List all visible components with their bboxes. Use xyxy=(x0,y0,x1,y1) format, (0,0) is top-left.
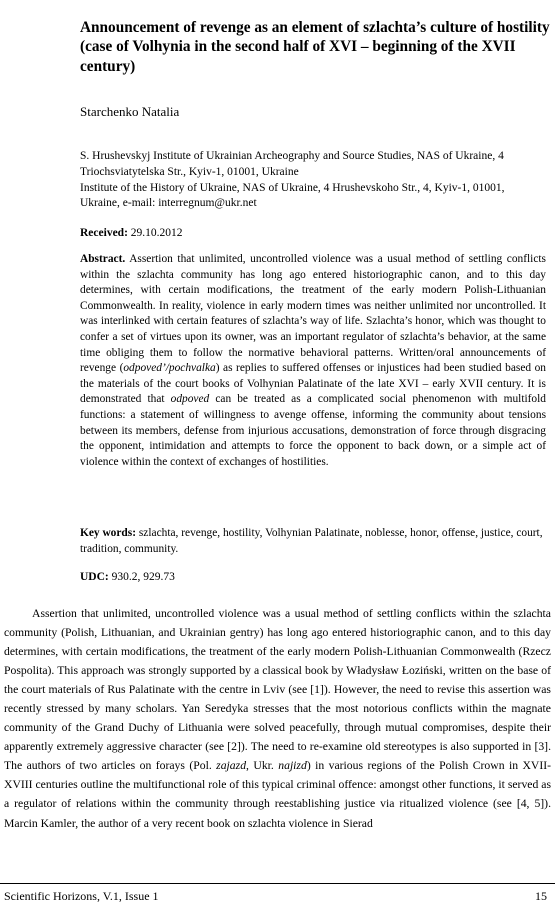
abstract-label: Abstract. xyxy=(80,253,126,265)
udc-label: UDC: xyxy=(80,571,109,583)
abstract-text-1: Assertion that unlimited, uncontrolled violence was a usual method of settling conflicts within the szlachta community has long ago entered historiographic canon, and to this day determines, with certain modifications, the treatment of the early modern Polish-Lithuanian Commonwealth. In reality, violence in early modern times was neither unlimited nor uncontrolled. It was interlinked with certain features of szlachta’s way of life. Szlachta’s honor, which was thought to confer a set of virtues upon its owner, was an important regulator of szlachta’s behavior, at the same time obliging them to follow the normative behavioral patterns. Written/oral announcements of revenge ( xyxy=(80,253,546,375)
affiliation-1: S. Hrushevskyj Institute of Ukrainian Archeography and Source Studies, NAS of Ukraine, 4 Triochsviatytelska Str., Kyiv-1, 01001, Ukraine xyxy=(80,150,504,178)
body-text-2: , Ukr. xyxy=(246,759,279,773)
udc-value: 930.2, 929.73 xyxy=(111,571,175,583)
keywords-label: Key words: xyxy=(80,527,136,539)
received-line xyxy=(80,226,183,241)
footer-journal: Scientific Horizons, V.1, Issue 1 xyxy=(4,889,159,903)
abstract-text-2: ) as replies to suffered offenses or injustices had been studied based on the materials of the court books of Volhynian Palatinate of the late XVI – early XVII century. It is demonstrated that xyxy=(80,362,546,406)
body-text-3: ) in various regions of the Polish Crown in XVII-XVIII centuries outline the multifunctional role of this typical criminal offence: amongst other functions, it served as a regulator of relations within the community through reestablishing justice via ritualized violence (see [4, 5]). Marcin Kamler, the author of a very recent book on szlachta violence in Sierad xyxy=(4,759,552,830)
body-paragraph xyxy=(4,604,551,833)
abstract xyxy=(80,252,546,470)
page-number: 15 xyxy=(535,889,547,903)
abstract-italic-term-1: odpoved’/pochvalka xyxy=(123,362,216,375)
body-italic-term-1: zajazd xyxy=(216,759,247,773)
keywords xyxy=(80,526,546,557)
abstract-italic-term-2: odpoved xyxy=(170,393,210,406)
affiliation-2: Institute of the History of Ukraine, NAS of Ukraine, 4 Hrushevskoho Str., 4, Kyiv-1, 01001, Ukraine, e-mail: interregnum@ukr.net xyxy=(80,181,505,210)
udc-line xyxy=(80,570,175,585)
affiliations xyxy=(80,149,546,212)
body-text-1: Assertion that unlimited, uncontrolled violence was a usual method of settling conflicts within the szlachta community (Polish, Lithuanian, and Ukrainian gentry) has long ago entered historiographic canon, and to this day determines, with certain modifications, the treatment of the early modern Polish-Lithuanian Commonwealth (Rzecz Pospolita). This approach was strongly supported by a classical book by Władysław Łoziński, written on the base of the court materials of Rus Palatinate with the centre in Lviv (see [1]). However, the need to revise this assertion was recently stressed by many scholars. Yan Seredyka stresses that the most notorious conflicts within the magnate community of the Grand Duchy of Lithuania were solved peacefully, through mutual compromises, despite their apparently extremely aggressive character (see [2]). The need to re-examine old stereotypes is also supported in [3]. The authors of two articles on forays (Pol. xyxy=(4,607,551,773)
abstract-text-3: can be treated as a complicated social phenomenon with multifold functions: a statement of willingness to avenge offense, informing the community about tensions between its members, defense from injurious accusations, demonstration of force through disgracing the opponent, intimidation and attempts to force the opponent to back down, or a simple act of violence within the context of exchanges of hostilities. xyxy=(80,393,546,468)
paper-title: Announcement of revenge as an element of szlachta’s culture of hostility (case of Volhynia in the second half of XVI – beginning of the XVII century) xyxy=(80,19,550,75)
keywords-text: szlachta, revenge, hostility, Volhynian Palatinate, noblesse, honor, offense, justice, court, tradition, community. xyxy=(80,527,543,555)
author-name: Starchenko Natalia xyxy=(80,104,180,119)
received-date: 29.10.2012 xyxy=(130,227,183,239)
body-italic-term-2: najizd xyxy=(278,759,307,773)
footer-divider xyxy=(0,883,555,884)
received-label: Received: xyxy=(80,227,128,239)
